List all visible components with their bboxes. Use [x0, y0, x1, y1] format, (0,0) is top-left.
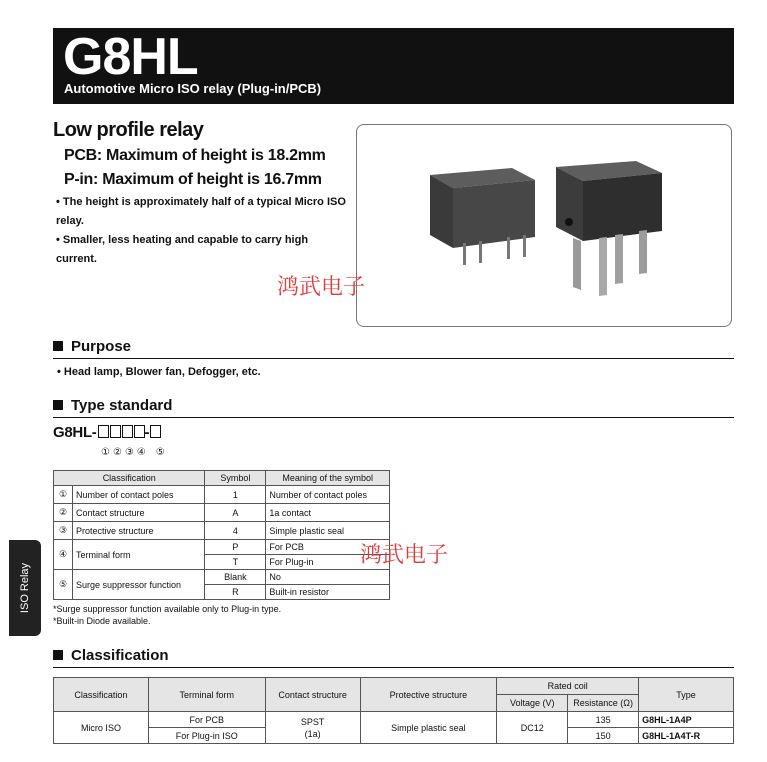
code-box — [110, 425, 121, 438]
type-cell: G8HL-1A4T-R — [639, 728, 734, 744]
code-box — [150, 425, 161, 438]
table-header-row — [54, 678, 734, 695]
spec-pin-height: P-in: Maximum of height is 16.7mm — [64, 171, 322, 188]
model-code: G8HL- - — [53, 424, 161, 441]
purpose-title: Purpose — [71, 338, 132, 355]
symbol-cell: T — [205, 555, 266, 570]
symbol-cell: A — [205, 504, 266, 522]
circle-number: ② — [112, 447, 122, 458]
section-square-icon — [53, 400, 63, 410]
purpose-heading — [53, 338, 131, 355]
section-square-icon — [53, 650, 63, 660]
section-square-icon — [53, 341, 63, 351]
footnote: *Built-in Diode available. — [53, 616, 151, 626]
contact-sub: (1a) — [304, 728, 321, 739]
circle-number: ④ — [136, 447, 146, 458]
headline: Low profile relay — [53, 119, 204, 141]
classification-cell: Contact structure — [73, 504, 205, 522]
code-box — [98, 425, 109, 438]
footnote: *Surge suppressor function available only to Plug-in type. — [53, 604, 282, 614]
table-row — [54, 522, 390, 540]
divider — [53, 417, 734, 418]
relay-illustration — [357, 125, 731, 326]
row-number: ⑤ — [54, 570, 73, 600]
col-header: Resistance (Ω) — [568, 695, 639, 712]
row-number: ③ — [54, 522, 73, 540]
classification-title: Classification — [71, 647, 169, 664]
code-position-numbers — [101, 447, 168, 458]
type-standard-title: Type standard — [71, 397, 173, 414]
watermark: 鸿武电子 — [360, 543, 449, 568]
code-box — [122, 425, 133, 438]
classification-heading — [53, 647, 169, 664]
col-header: Meaning of the symbol — [266, 471, 390, 486]
meaning-cell: For PCB — [266, 540, 390, 555]
classification-cell: Surge suppressor function — [73, 570, 205, 600]
row-number: ④ — [54, 540, 73, 570]
classification-cell: Micro ISO — [54, 712, 149, 744]
circle-number: ① — [101, 447, 110, 458]
code-box — [134, 425, 145, 438]
contact-cell — [265, 712, 360, 744]
table-row — [54, 504, 390, 522]
col-header: Classification — [54, 678, 149, 712]
row-number: ② — [54, 504, 73, 522]
row-number: ① — [54, 486, 73, 504]
col-header: Voltage (V) — [497, 695, 568, 712]
table-row — [54, 570, 390, 585]
watermark: 鸿武电子 — [277, 275, 366, 300]
product-photo — [356, 124, 732, 327]
col-header: Protective structure — [360, 678, 497, 712]
meaning-cell: Simple plastic seal — [266, 522, 390, 540]
side-tab-label: ISO Relay — [19, 562, 31, 614]
protective-cell: Simple plastic seal — [360, 712, 497, 744]
col-header: Type — [639, 678, 734, 712]
col-header: Rated coil — [497, 678, 639, 695]
type-standard-heading — [53, 397, 172, 414]
table-row — [54, 486, 390, 504]
table-row — [54, 540, 390, 555]
classification-cell: Number of contact poles — [73, 486, 205, 504]
voltage-cell: DC12 — [497, 712, 568, 744]
meaning-cell: 1a contact — [266, 504, 390, 522]
col-header: Terminal form — [148, 678, 265, 712]
feature-bullet: • The height is approximately half of a typical Micro ISO relay. — [56, 196, 346, 227]
type-standard-table — [53, 470, 390, 600]
spec-pcb-height: PCB: Maximum of height is 18.2mm — [64, 147, 326, 164]
resistance-cell: 135 — [568, 712, 639, 728]
circle-number: ③ — [124, 447, 134, 458]
terminal-cell: For PCB — [148, 712, 265, 728]
meaning-cell: For Plug-in — [266, 555, 390, 570]
contact-value: SPST — [300, 716, 325, 727]
col-header: Classification — [54, 471, 205, 486]
terminal-cell: For Plug-in ISO — [148, 728, 265, 744]
type-cell: G8HL-1A4P — [639, 712, 734, 728]
relay-plugin-image — [556, 161, 662, 296]
product-subtitle: Automotive Micro ISO relay (Plug-in/PCB) — [64, 81, 322, 96]
table-row — [54, 712, 734, 728]
symbol-cell: R — [205, 585, 266, 600]
table-header-row — [54, 471, 390, 486]
feature-bullet: • Smaller, less heating and capable to carry high current. — [56, 234, 309, 265]
classification-cell: Terminal form — [73, 540, 205, 570]
model-prefix: G8HL- — [53, 424, 97, 441]
symbol-cell: 4 — [205, 522, 266, 540]
classification-table — [53, 677, 734, 744]
symbol-cell: Blank — [205, 570, 266, 585]
meaning-cell: No — [266, 570, 390, 585]
divider — [53, 667, 734, 668]
col-header: Contact structure — [265, 678, 360, 712]
relay-pcb-image — [430, 168, 535, 265]
purpose-text: • Head lamp, Blower fan, Defogger, etc. — [57, 366, 261, 378]
side-tab — [9, 540, 41, 636]
product-header — [53, 28, 734, 104]
col-header: Symbol — [205, 471, 266, 486]
meaning-cell: Number of contact poles — [266, 486, 390, 504]
resistance-cell: 150 — [568, 728, 639, 744]
footnotes — [53, 603, 281, 627]
symbol-cell: P — [205, 540, 266, 555]
symbol-cell: 1 — [205, 486, 266, 504]
product-name: G8HL — [63, 28, 198, 86]
divider — [53, 358, 734, 359]
classification-cell: Protective structure — [73, 522, 205, 540]
circle-number: ⑤ — [155, 447, 165, 458]
meaning-cell: Built-in resistor — [266, 585, 390, 600]
